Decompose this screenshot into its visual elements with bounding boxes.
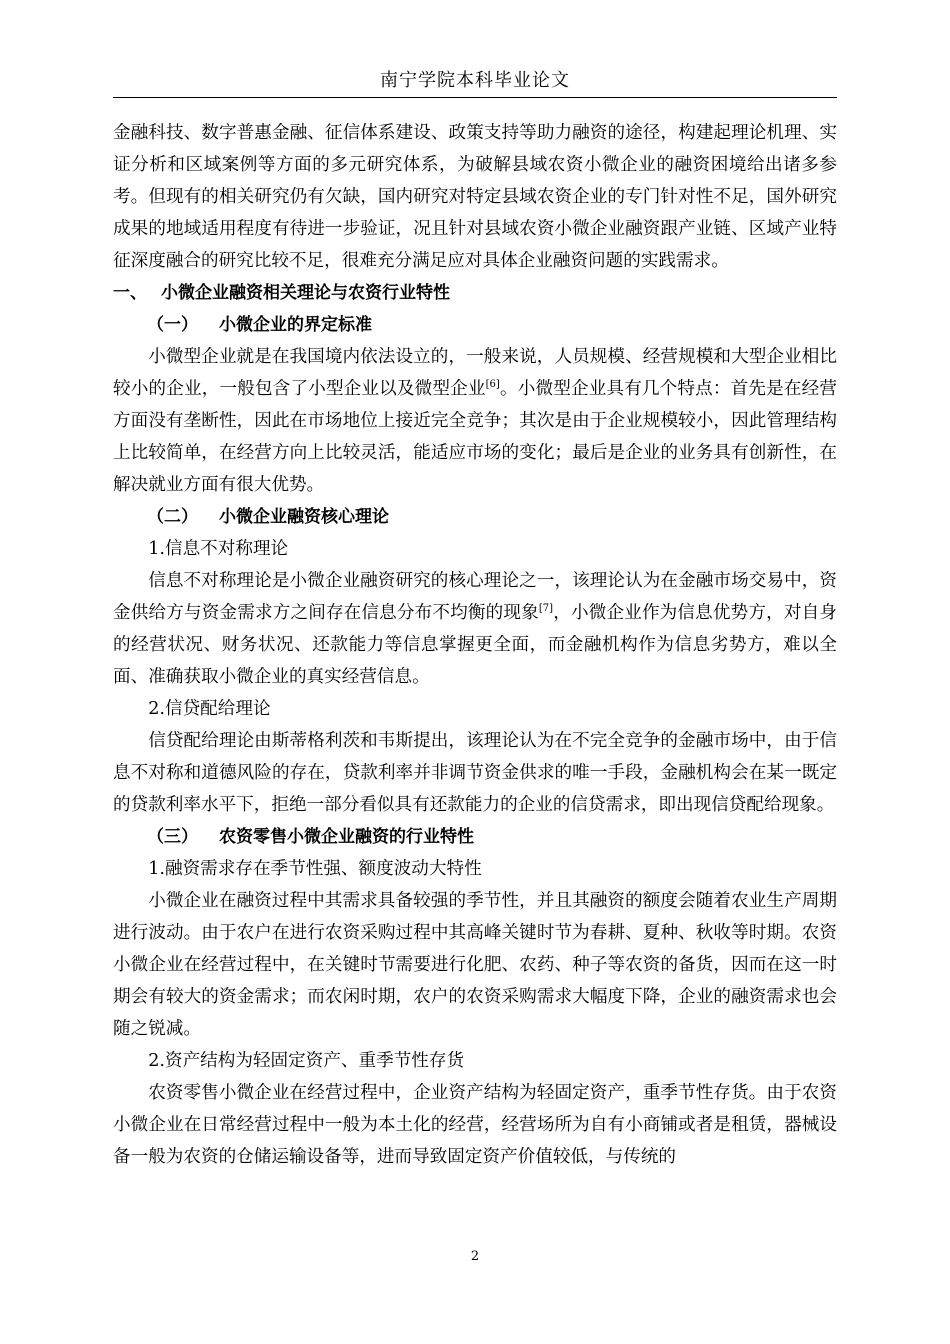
subsection-title: 小微企业的界定标准 (219, 315, 372, 335)
subsection-title: 农资零售小微企业融资的行业特性 (219, 827, 474, 847)
paragraph-seasonality: 小微企业在融资过程中其需求具备较强的季节性，并且其融资的额度会随着农业生产周期进行波动。由于农户在进行农资采购过程中其高峰关键时节为春耕、夏种、秋收等时期。农资小微企业在经营过程中，在关键时节需要进行化肥、农药、种子等农资的备货，因而在这一时期会有较大的资金需求；而农闲时期，农户的农资采购需求大幅度下降，企业的融资需求也会随之锐减。 (113, 891, 837, 1039)
paragraph-small-enterprise-definition (113, 341, 837, 501)
header-rule (113, 97, 837, 98)
page-number: 2 (470, 1249, 480, 1264)
subsection-heading-3 (113, 821, 837, 853)
subsection-title: 小微企业融资核心理论 (219, 507, 389, 527)
citation-ref: [7] (538, 603, 554, 615)
running-header: 南宁学院本科毕业论文 (380, 70, 570, 91)
page-body (113, 117, 837, 1173)
item-heading-asset-structure: 2.资产结构为轻固定资产、重季节性存货 (148, 1051, 465, 1071)
item-heading-information-asymmetry: 1.信息不对称理论 (148, 539, 289, 559)
section-number: 一、 (113, 283, 147, 303)
paragraph-text: 小微型企业就是在我国境内依法设立的，一般来说，人员规模、经营规模和大型企业相比较小的企业，一般包含了小型企业以及微型企业 (113, 347, 837, 399)
paragraph-text: 信息不对称理论是小微企业融资研究的核心理论之一，该理论认为在金融市场交易中，资金供给方与资金需求方之间存在信息分布不均衡的现象 (113, 571, 837, 623)
subsection-number: （二） (147, 507, 198, 527)
section-title: 小微企业融资相关理论与农资行业特性 (161, 283, 450, 303)
subsection-number: （三） (147, 827, 198, 847)
paragraph-text: 。小微型企业具有几个特点：首先是在经营方面没有垄断性，因此在市场地位上接近完全竞争；其次是由于企业规模较小，因此管理结构上比较简单，在经营方向上比较灵活，能适应市场的变化；最后是企业的业务具有创新性，在解决就业方面有很大优势。 (113, 379, 837, 495)
paragraph-asset-structure: 农资零售小微企业在经营过程中，企业资产结构为轻固定资产，重季节性存货。由于农资小微企业在日常经营过程中一般为本土化的经营，经营场所为自有小商铺或者是租赁，器械设备一般为农资的仓储运输设备等，进而导致固定资产价值较低，与传统的 (113, 1083, 837, 1167)
item-heading-seasonality: 1.融资需求存在季节性强、额度波动大特性 (148, 859, 482, 879)
continued-paragraph: 金融科技、数字普惠金融、征信体系建设、政策支持等助力融资的途径，构建起理论机理、实证分析和区域案例等方面的多元研究体系，为破解县域农资小微企业的融资困境给出诸多参考。但现有的相关研究仍有欠缺，国内研究对特定县域农资企业的专门针对性不足，国外研究成果的地域适用程度有待进一步验证，况且针对县域农资小微企业融资跟产业链、区域产业特征深度融合的研究比较不足，很难充分满足应对具体企业融资问题的实践需求。 (113, 123, 837, 271)
subsection-heading-1 (113, 309, 837, 341)
paragraph-credit-rationing: 信贷配给理论由斯蒂格利茨和韦斯提出，该理论认为在不完全竞争的金融市场中，由于信息不对称和道德风险的存在，贷款利率并非调节资金供求的唯一手段，金融机构会在某一既定的贷款利率水平下，拒绝一部分看似具有还款能力的企业的信贷需求，即出现信贷配给现象。 (113, 731, 837, 815)
item-heading-credit-rationing: 2.信贷配给理论 (148, 699, 271, 719)
subsection-heading-2 (113, 501, 837, 533)
citation-ref: [6] (485, 379, 500, 391)
section-heading-1 (113, 277, 837, 309)
paragraph-text: ，小微企业作为信息优势方，对自身的经营状况、财务状况、还款能力等信息掌握更全面，而金融机构作为信息劣势方，难以全面、准确获取小微企业的真实经营信息。 (113, 603, 837, 687)
subsection-number: （一） (147, 315, 198, 335)
paragraph-information-asymmetry (113, 565, 837, 693)
